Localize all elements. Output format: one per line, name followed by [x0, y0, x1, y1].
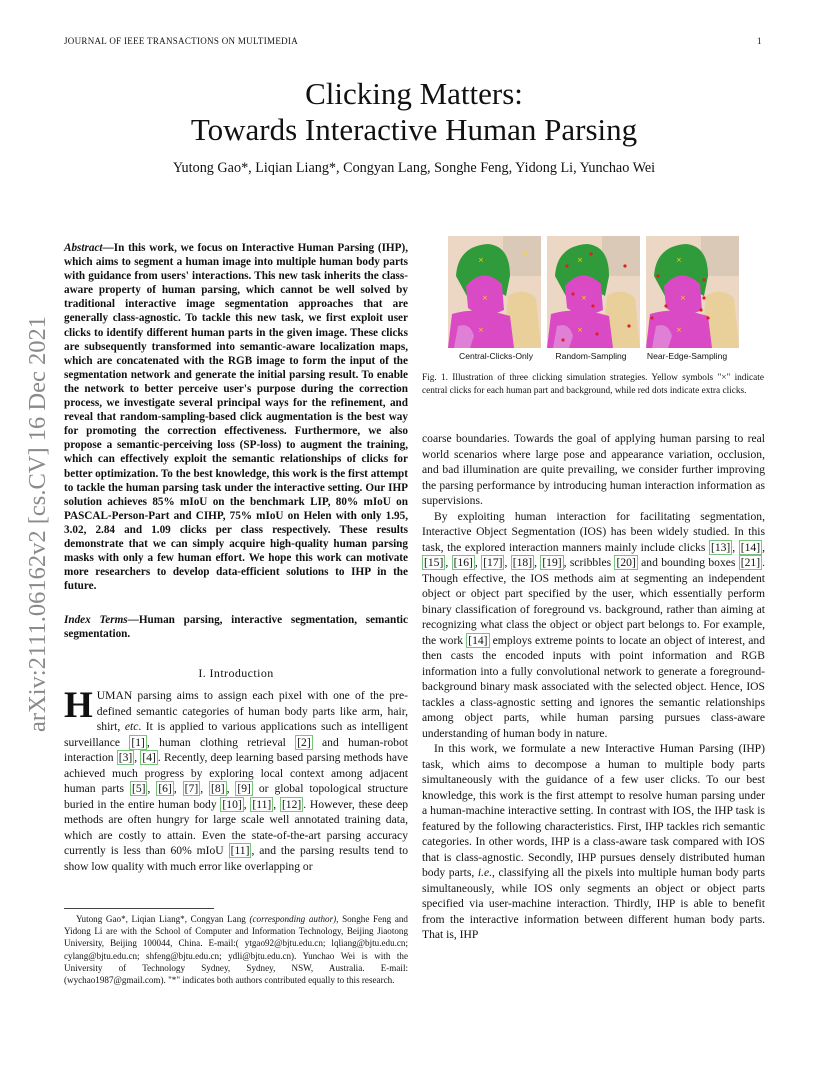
parsing-illustration — [646, 236, 739, 348]
citation-link[interactable]: [19] — [542, 556, 562, 569]
svg-text:×: × — [577, 326, 583, 334]
figure-label-central-clicks: Central-Clicks-Only — [458, 351, 533, 361]
citation-link[interactable]: [11] — [230, 844, 250, 857]
citation-link[interactable]: [13] — [710, 540, 731, 554]
paragraph-text: By exploiting human interaction for facilitating segmentation, Interactive Object Segmentation (IOS) has been widely studied. In this task, the explored interaction manners mainly include clicks — [422, 509, 765, 554]
svg-text:×: × — [680, 294, 686, 302]
citation-link[interactable]: [6] — [158, 782, 172, 795]
paragraph: By exploiting human interaction for facilitating segmentation, Interactive Object Segmentation (IOS) has been widely studied. In this task, the explored interaction manners mainly include clicks [13] , [14] , [15] , [16] , [17] , [18] , [19] , scribbles [20] and bounding boxes [21] . Though effective, the IOS methods aim at segmenting an independent object or object part specified by the user, which essentially perform binary classification of foreground vs. background, rather than aiming at recognizing what class the object or object part belongs to. For example, the work [14] employs extreme points to locate an object of interest, and then casts the encoded inputs with point information and RGB information into a fully convolutional network to generate a foreground-background binary mask associated with the selected object. Hence, IOS tackles a class-agnostic setting and ignores the semantic relationships among object parts, while human parsing pursues class-aware understanding of human body in nature. — [422, 509, 765, 740]
abstract — [64, 241, 408, 593]
svg-text:×: × — [577, 256, 583, 264]
svg-text:×: × — [522, 250, 528, 258]
title-line-1: Clicking Matters: — [305, 76, 523, 111]
intro-text: , human clothing retrieval — [146, 735, 296, 749]
index-terms-text: —Human parsing, interactive segmentation, semantic segmentation. — [64, 614, 408, 641]
intro-text: or global topological structure buried in the entire human body — [64, 782, 408, 811]
abstract-text: —In this work, we focus on Interactive Human Parsing (IHP), which aims to segment a human image into multiple human body parts with guidance from users' interactions. This new task inherits the class-aware property of human parsing, which cannot be well solved by traditional interactive image segmentation approaches that are generally class-agnostic. To tackle this new task, we first exploit user clicks to identify different human parts in the given image. These clicks are subsequently transformed into semantic-aware localization maps, which are concatenated with the RGB image to form the input of the segmentation network and generate the initial parsing result. To enable the network to better perceive user's purpose during the correction process, we investigate several principal ways for the refinement, and reveal that random-sampling-based click augmentation is the best way for promoting the correction effectiveness. Furthermore, we also propose a semantic-perceiving loss (SP-loss) to augment the training, which can effectively exploit the semantic relationships of clicks for better optimization. To the best knowledge, this work is the first attempt to tackle the human parsing task under the interactive setting. Our IHP solution achieves 85% mIoU on the benchmark LIP, 80% mIoU on PASCAL-Person-Part and CIHP, 75% mIoU on Helen with only 1.95, 3.02, 2.84 and 1.09 clicks per class respectively. These results demonstrate that we can simply acquire high-quality human parsing masks with only a few human effort. We hope this work can motivate more researchers to develop data-efficient solutions to IHP in the future. — [64, 242, 408, 593]
figure-panel-random-sampling — [547, 236, 640, 348]
paragraph-text: and bounding boxes — [637, 556, 739, 569]
right-column-body — [422, 431, 765, 943]
footnote-corresponding: (corresponding author) — [249, 914, 337, 924]
svg-text:×: × — [478, 326, 484, 334]
figure-label-random-sampling: Random-Sampling — [555, 351, 627, 361]
intro-text: and human-robot interaction — [64, 735, 408, 764]
citation-link[interactable]: [12] — [281, 797, 302, 811]
citation-link[interactable]: [10] — [222, 797, 242, 811]
figure-1 — [448, 236, 740, 348]
paragraph: coarse boundaries. Towards the goal of applying human parsing to real world scenarios where large pose and appearance variation, occlusion, and bad illumination are quite prevailing, we consider further improving the parsing performance by introducing human interaction information as supervisions. — [422, 432, 765, 507]
citation-link[interactable]: [9] — [237, 782, 251, 795]
arxiv-watermark: arXiv:2111.06162v2 [cs.CV] 16 Dec 2021 — [24, 316, 51, 732]
citation-link[interactable]: [20] — [616, 556, 636, 569]
intro-etc: etc — [124, 720, 139, 733]
title-line-2: Towards Interactive Human Parsing — [190, 112, 638, 147]
author-list: Yutong Gao*, Liqian Liang*, Congyan Lang, Songhe Feng, Yidong Li, Yunchao Wei — [172, 160, 656, 176]
svg-text:×: × — [478, 256, 484, 264]
index-terms-lead: Index Terms — [64, 614, 128, 626]
citation-link[interactable]: [3] — [118, 751, 133, 764]
intro-text: , and the parsing results tend to show low quality with much error like overlapping or — [64, 844, 408, 873]
paragraph-text: In this work, we formulate a new Interactive Human Parsing (IHP) task, which aims to decompose a human to multiple body parts simultaneously with the guidance of a few user clicks. To our best knowledge, this work is the first attempt to resolve human parsing under a human-machine interactive setting. In contrast with IOS, the IHP task is featured by the following characteristics. First, IHP tackles rich semantic categories. In other words, IHP is a class-aware task compared with IOS that is class-agnostic. Secondly, IHP pursues densely distributed human body parts, — [422, 742, 765, 879]
citation-link[interactable]: [15] — [424, 556, 444, 569]
svg-text:×: × — [581, 294, 587, 302]
parsing-illustration — [448, 236, 541, 348]
citation-link[interactable]: [11] — [252, 797, 272, 811]
paper-title — [0, 76, 828, 148]
svg-text:×: × — [676, 326, 682, 334]
introduction-paragraph: HUMAN parsing aims to assign each pixel with one of the pre-defined semantic categories of human body parts like arm, hair, shirt, etc. It is applied to various applications such as intelligent surveillance [1] , human clothing retrieval [2] and human-robot interaction [3] , [4] . Recently, deep learning based parsing methods have achieved much progress by exploring local context among adjacent human parts [5] , [6] , [7] , [8] , [9] or global topological structure buried in the entire human body [10] , [11] , [12] . However, these deep methods are often hungry for large scale well annotated training data, which are costly to attain. Even the state-of-the-art parsing accuracy currently is less than 60% mIoU [11] , and the parsing results tend to show low quality with much error like overlapping or — [64, 685, 409, 873]
footnote-text: , Songhe Feng and Yidong Li are with the School of Computer and Information Technology, Beijing Jiaotong University, Beijing 100044, China. E-mail:( ytgao92@bjtu.edu.cn; lqliang@bjtu.edu.cn; cylang@bjtu.edu.cn; shfeng@bjtu.edu.cn; ydli@bjtu.edu.cn). Yunchao Wei is with the University of Technology Sydney, Sydney, NSW, Australia. E-mail:(wychao1987@gmail.com). "*" indicates both authors contributed equally to this research. — [64, 914, 408, 986]
index-terms — [64, 613, 408, 641]
paragraph — [422, 741, 765, 943]
drop-cap: H — [64, 685, 93, 726]
citation-link[interactable]: [5] — [131, 782, 146, 795]
footnote-rule — [64, 908, 214, 909]
running-header: JOURNAL OF IEEE TRANSACTIONS ON MULTIMEDIA — [64, 36, 299, 46]
citation-link[interactable]: [1] — [131, 735, 145, 749]
citation-link[interactable]: [14] — [740, 540, 761, 554]
footnote-text: Yutong Gao*, Liqian Liang*, Congyan Lang — [76, 914, 250, 924]
citation-link[interactable]: [21] — [740, 556, 761, 569]
section-heading-introduction: I. Introduction — [198, 666, 274, 680]
intro-text: . However, these deep methods are often hungry for large scale well annotated training data, which are costly to attain. Even the state-of-the-art parsing accuracy currently is less than 60% mIoU — [64, 797, 409, 857]
citation-link[interactable]: [18] — [512, 556, 533, 569]
citation-link[interactable]: [17] — [483, 556, 503, 569]
citation-link[interactable]: [8] — [211, 782, 225, 795]
citation-link[interactable]: [14] — [468, 633, 488, 647]
figure-panel-central-clicks — [448, 236, 541, 348]
intro-text: . Recently, deep learning based parsing methods have achieved much progress by exploring local context among adjacent human parts — [64, 751, 408, 795]
intro-text: . It is applied to various applications such as intelligent surveillance — [64, 720, 408, 749]
paragraph-text: , classifying all the pixels into multiple human body parts simultaneously, while IOS only segments an object or object parts specified via user-machine interaction. Thirdly, IHP is able to benefit from the interactive information between different human body parts. That is, IHP — [422, 866, 765, 941]
svg-text:×: × — [676, 256, 682, 264]
svg-text:×: × — [482, 294, 488, 302]
paragraph-text: , scribbles — [563, 556, 615, 569]
figure-caption: Fig. 1. Illustration of three clicking simulation strategies. Yellow symbols "×" indicate central clicks for each human part and background, while red dots indicate extra clicks. — [422, 373, 764, 396]
paragraph-ie: i.e. — [477, 866, 493, 879]
abstract-lead: Abstract — [64, 242, 103, 254]
figure-panel-near-edge-sampling — [646, 236, 739, 348]
paragraph-text: . Though effective, the IOS methods aim at segmenting an independent object or object part specified by the user, which essentially perform binary classification of foreground vs. background, rather than aiming at recognizing what class the object or object part belongs to. For example, the work — [422, 556, 765, 647]
paragraph-text: employs extreme points to locate an object of interest, and then casts the encoded inputs with point information and RGB information into a fully convolutional network to generate a foreground-background binary mask associated with the selected object. Hence, IOS tackles a class-agnostic setting and ignores the semantic relationships among object parts, while human parsing pursues class-aware understanding of human body in nature. — [422, 633, 765, 740]
page-number: 1 — [757, 36, 762, 46]
citation-link[interactable]: [4] — [142, 751, 156, 764]
figure-label-near-edge-sampling: Near-Edge-Sampling — [646, 351, 728, 361]
parsing-illustration — [547, 236, 640, 348]
author-footnote — [64, 913, 408, 986]
citation-link[interactable]: [7] — [184, 782, 199, 795]
citation-link[interactable]: [2] — [297, 735, 311, 749]
citation-link[interactable]: [16] — [453, 556, 473, 569]
intro-text: UMAN parsing aims to assign each pixel with one of the pre-defined semantic categories of human body parts like arm, hair, shirt, — [96, 689, 408, 733]
